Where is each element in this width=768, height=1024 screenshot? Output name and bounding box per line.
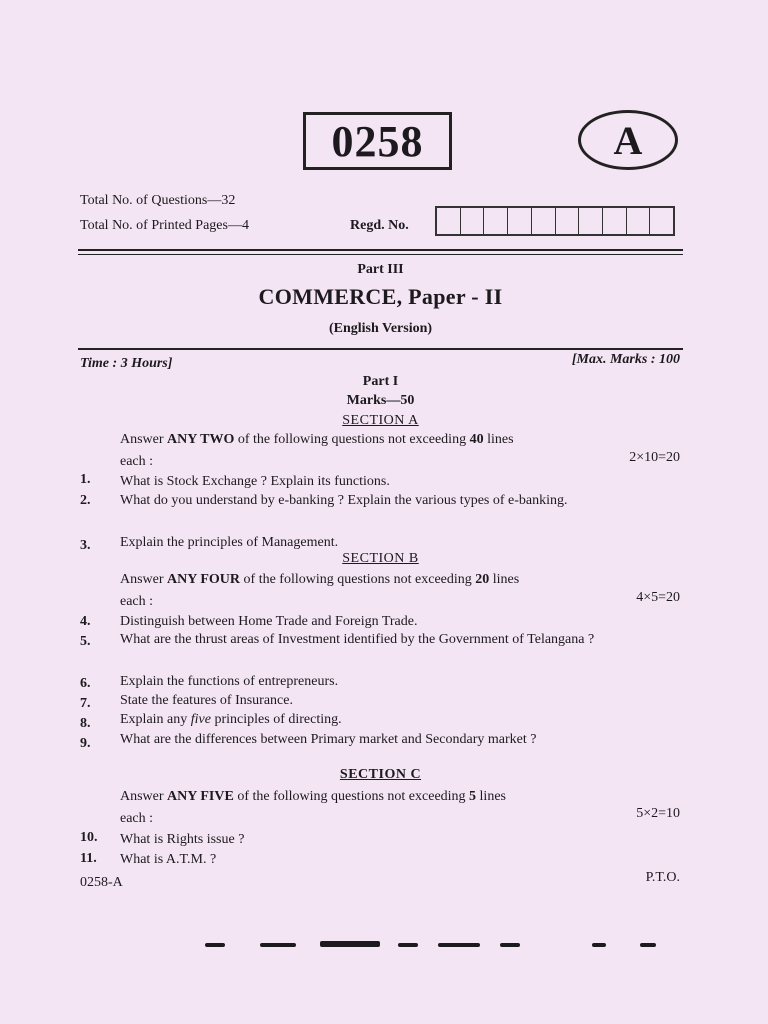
instr-text: of the following questions not exceeding bbox=[233, 789, 470, 804]
question-text-part: principles of directing. bbox=[210, 712, 342, 727]
section-b-title: SECTION B bbox=[342, 551, 419, 566]
question-text: Explain the principles of Management. bbox=[120, 535, 339, 550]
footer-code: 0258-A bbox=[80, 875, 123, 890]
instr-unit: lines bbox=[489, 572, 520, 587]
section-b-instruction bbox=[120, 572, 680, 588]
regd-label: Regd. No. bbox=[350, 218, 409, 233]
question-number: 1. bbox=[80, 472, 91, 487]
regd-cell[interactable] bbox=[461, 208, 485, 234]
total-questions: Total No. of Questions—32 bbox=[80, 193, 236, 208]
header-rule-top bbox=[78, 249, 683, 251]
question-number: 4. bbox=[80, 614, 91, 629]
question-text-emphasis: five bbox=[190, 712, 211, 727]
part1-title: Part I bbox=[362, 374, 399, 389]
instr-emphasis: ANY FIVE bbox=[167, 789, 234, 804]
regd-cell[interactable] bbox=[484, 208, 508, 234]
regd-cell[interactable] bbox=[437, 208, 461, 234]
regd-number-boxes[interactable] bbox=[435, 206, 675, 236]
time-allowed: Time : 3 Hours] bbox=[80, 356, 173, 371]
instr-text: of the following questions not exceeding bbox=[240, 572, 476, 587]
question-text: What is A.T.M. ? bbox=[120, 852, 217, 867]
regd-cell[interactable] bbox=[579, 208, 603, 234]
instr-unit: lines bbox=[483, 432, 514, 447]
question-text-part: Explain any bbox=[120, 712, 191, 727]
section-c-each: each : bbox=[120, 811, 154, 826]
version-letter: A bbox=[613, 117, 643, 163]
section-c-title: SECTION C bbox=[339, 767, 422, 782]
instr-emphasis: ANY FOUR bbox=[167, 572, 241, 587]
regd-cell[interactable] bbox=[556, 208, 580, 234]
question-text: State the features of Insurance. bbox=[120, 693, 293, 708]
regd-cell[interactable] bbox=[532, 208, 556, 234]
section-a-instruction bbox=[120, 432, 680, 448]
regd-cell[interactable] bbox=[508, 208, 532, 234]
section-b-marks: 4×5=20 bbox=[636, 590, 680, 605]
instr-text: Answer bbox=[120, 572, 168, 587]
version-circle bbox=[578, 110, 678, 170]
scan-smudge bbox=[205, 943, 225, 947]
total-pages: Total No. of Printed Pages—4 bbox=[80, 218, 249, 233]
scan-smudge bbox=[592, 943, 606, 947]
scan-smudge bbox=[438, 943, 480, 947]
regd-cell[interactable] bbox=[650, 208, 673, 234]
paper-code-box bbox=[303, 112, 452, 170]
regd-cell[interactable] bbox=[627, 208, 651, 234]
question-number: 9. bbox=[80, 736, 91, 751]
question-number: 3. bbox=[80, 538, 91, 553]
scan-smudge bbox=[500, 943, 520, 947]
section-a-each: each : bbox=[120, 454, 154, 469]
max-marks: [Max. Marks : 100 bbox=[571, 352, 680, 367]
instr-text: Answer bbox=[120, 789, 168, 804]
instr-text: of the following questions not exceeding bbox=[234, 432, 470, 447]
question-text: What are the differences between Primary market and Secondary market ? bbox=[120, 732, 537, 747]
subject-title: COMMERCE, Paper - II bbox=[258, 284, 503, 309]
part-title: Part III bbox=[357, 262, 404, 277]
scan-smudge bbox=[640, 943, 656, 947]
scan-smudge bbox=[260, 943, 296, 947]
question-number: 7. bbox=[80, 696, 91, 711]
part1-marks: Marks—50 bbox=[346, 393, 415, 408]
question-number: 6. bbox=[80, 676, 91, 691]
section-a-title: SECTION A bbox=[342, 413, 419, 428]
instr-limit: 20 bbox=[475, 572, 490, 587]
question-text: What is Rights issue ? bbox=[120, 832, 245, 847]
regd-cell[interactable] bbox=[603, 208, 627, 234]
question-text: What do you understand by e-banking ? Explain the various types of e-banking. bbox=[120, 493, 568, 508]
question-text: Distinguish between Home Trade and Foreign Trade. bbox=[120, 614, 418, 629]
section-a-marks: 2×10=20 bbox=[629, 450, 680, 465]
scan-smudge bbox=[320, 941, 380, 947]
instr-emphasis: ANY TWO bbox=[167, 432, 235, 447]
instr-unit: lines bbox=[476, 789, 506, 804]
section-b-each: each : bbox=[120, 594, 154, 609]
language-version: (English Version) bbox=[328, 321, 433, 336]
question-text bbox=[120, 709, 680, 730]
paper-code: 0258 bbox=[331, 116, 424, 166]
question-text: Explain the functions of entrepreneurs. bbox=[120, 674, 339, 689]
scan-smudge bbox=[398, 943, 418, 947]
question-text: What are the thrust areas of Investment identified by the Government of Telangana ? bbox=[120, 632, 595, 647]
question-number: 8. bbox=[80, 716, 91, 731]
question-text: What is Stock Exchange ? Explain its functions. bbox=[120, 474, 390, 489]
title-rule bbox=[78, 348, 683, 350]
instr-limit: 40 bbox=[469, 432, 484, 447]
question-number: 10. bbox=[80, 830, 98, 845]
section-c-instruction bbox=[120, 789, 680, 805]
question-number: 11. bbox=[80, 851, 97, 866]
instr-limit: 5 bbox=[469, 789, 477, 804]
header-rule-bottom bbox=[78, 254, 683, 255]
section-c-marks: 5×2=10 bbox=[636, 806, 680, 821]
question-number: 2. bbox=[80, 493, 91, 508]
footer-pto: P.T.O. bbox=[645, 870, 680, 885]
question-number: 5. bbox=[80, 634, 91, 649]
instr-text: Answer bbox=[120, 432, 168, 447]
